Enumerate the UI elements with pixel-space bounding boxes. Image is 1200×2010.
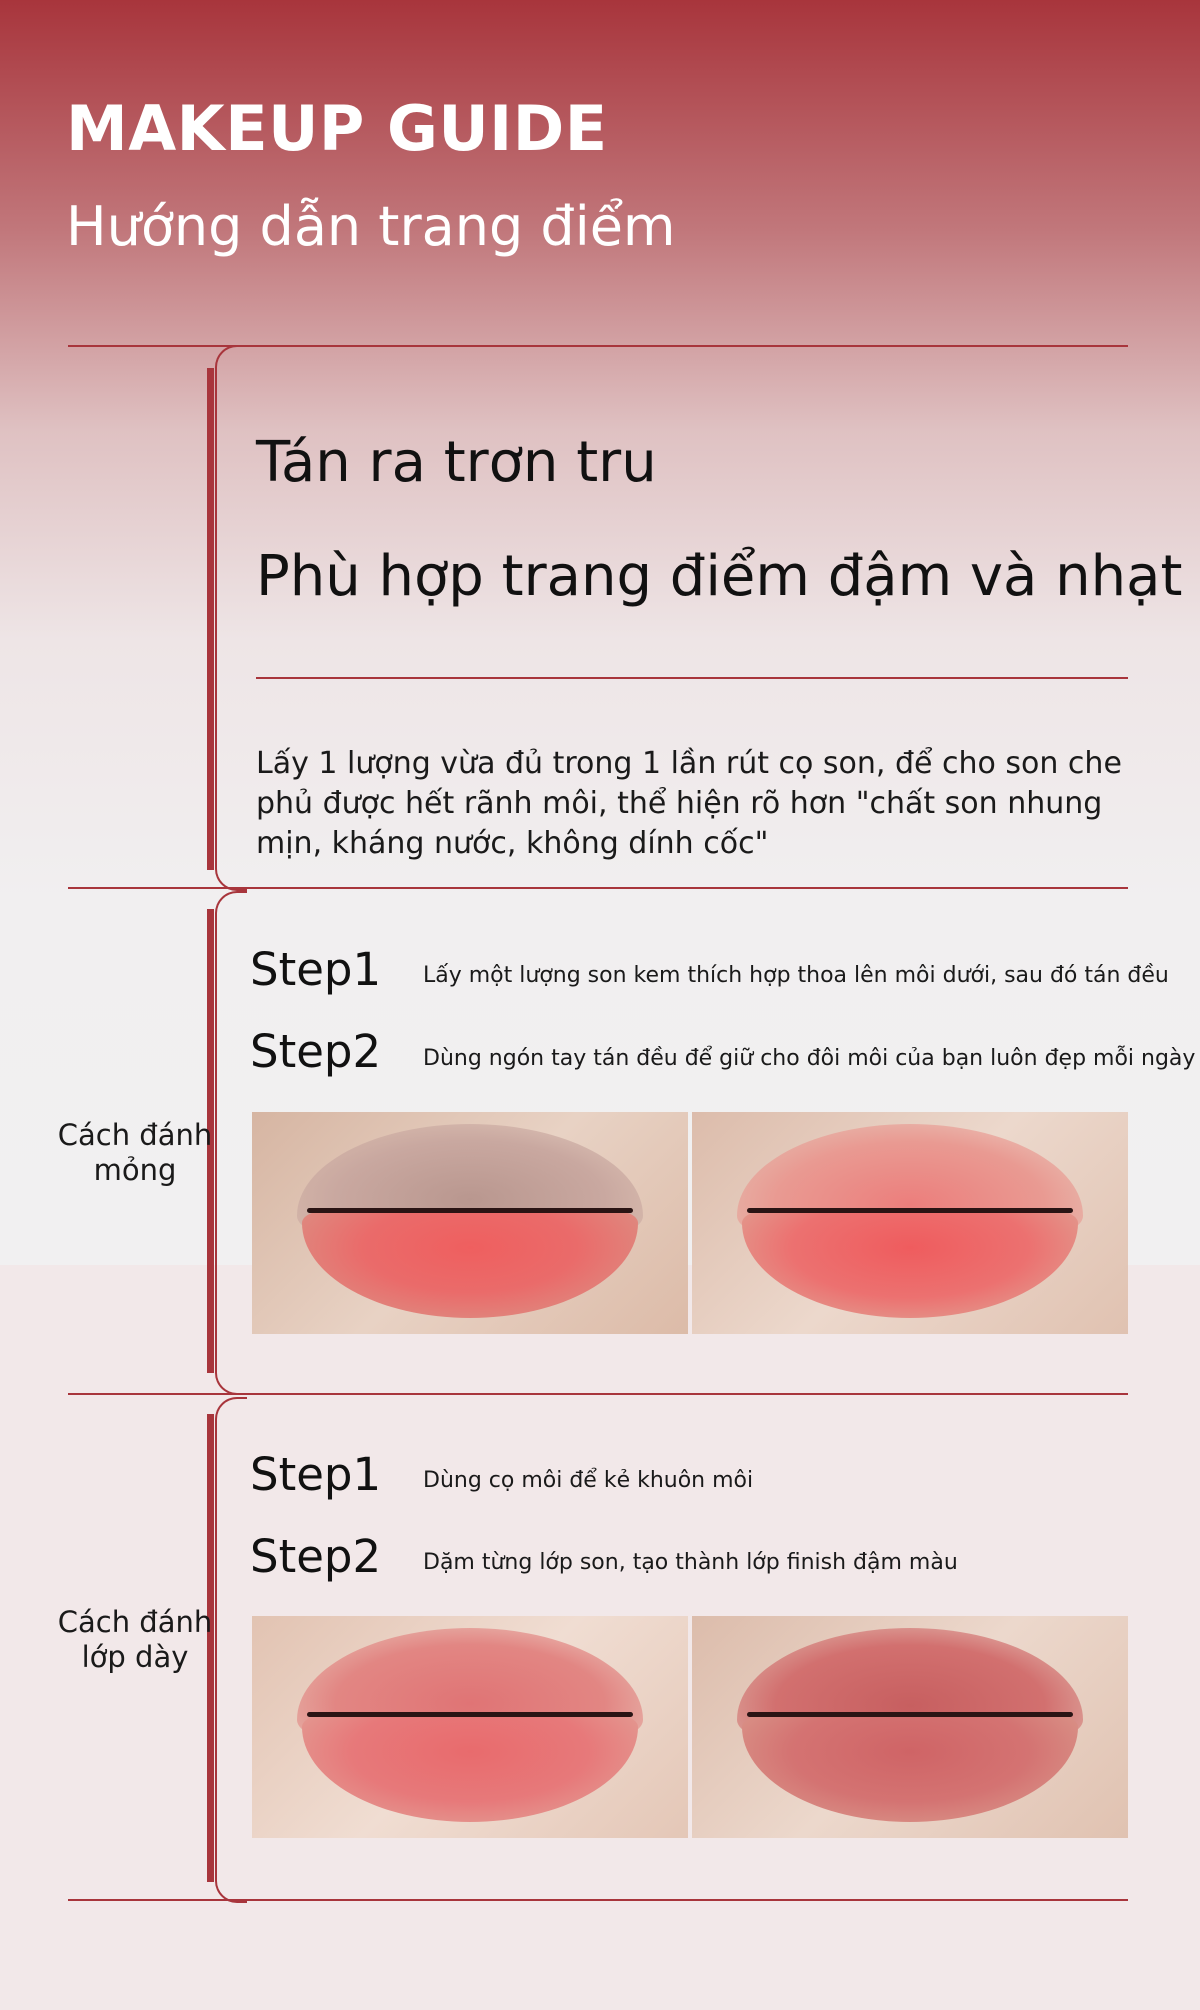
lip-photo-thin-step2: [692, 1112, 1128, 1334]
accent-bar-features: [207, 368, 214, 870]
lip-photo-thick-step2: [692, 1616, 1128, 1838]
divider-section-1: [68, 887, 1128, 889]
divider-bottom: [68, 1899, 1128, 1901]
feature-line-2: Phù hợp trang điểm đậm và nhạt: [256, 544, 1183, 609]
section-label-thick: [50, 1605, 220, 1675]
page-title: MAKEUP GUIDE: [66, 92, 608, 165]
feature-line-1: Tán ra trơn tru: [256, 430, 657, 495]
divider-section-2: [68, 1393, 1128, 1395]
step-label: Step1: [250, 943, 382, 996]
section-label-thin-line2: mỏng: [93, 1153, 177, 1187]
step-label: Step2: [250, 1530, 382, 1583]
step-text: Lấy một lượng son kem thích hợp thoa lên môi dưới, sau đó tán đều: [423, 963, 1169, 988]
step-text: Dùng cọ môi để kẻ khuôn môi: [423, 1468, 754, 1493]
divider-features: [256, 677, 1128, 679]
step-text: Dùng ngón tay tán đều để giữ cho đôi môi của bạn luôn đẹp mỗi ngày: [423, 1046, 1196, 1071]
feature-description: Lấy 1 lượng vừa đủ trong 1 lần rút cọ son, để cho son che phủ được hết rãnh môi, thể hiện rõ hơn "chất son nhung mịn, kháng nước, không dính cốc": [256, 746, 1122, 861]
bracket-features: [215, 345, 247, 891]
lip-photo-thin-step1: [252, 1112, 688, 1334]
page-subtitle: Hướng dẫn trang điểm: [66, 195, 676, 258]
lip-photo-thick-step1: [252, 1616, 688, 1838]
step-text: Dặm từng lớp son, tạo thành lớp finish đậm màu: [423, 1550, 958, 1575]
step-label: Step1: [250, 1448, 382, 1501]
section-label-thin-line1: Cách đánh: [57, 1118, 213, 1152]
step-label: Step2: [250, 1025, 382, 1078]
section-label-thin: [50, 1118, 220, 1188]
section-label-thick-line1: Cách đánh: [57, 1605, 213, 1639]
section-label-thick-line2: lớp dày: [81, 1640, 189, 1674]
